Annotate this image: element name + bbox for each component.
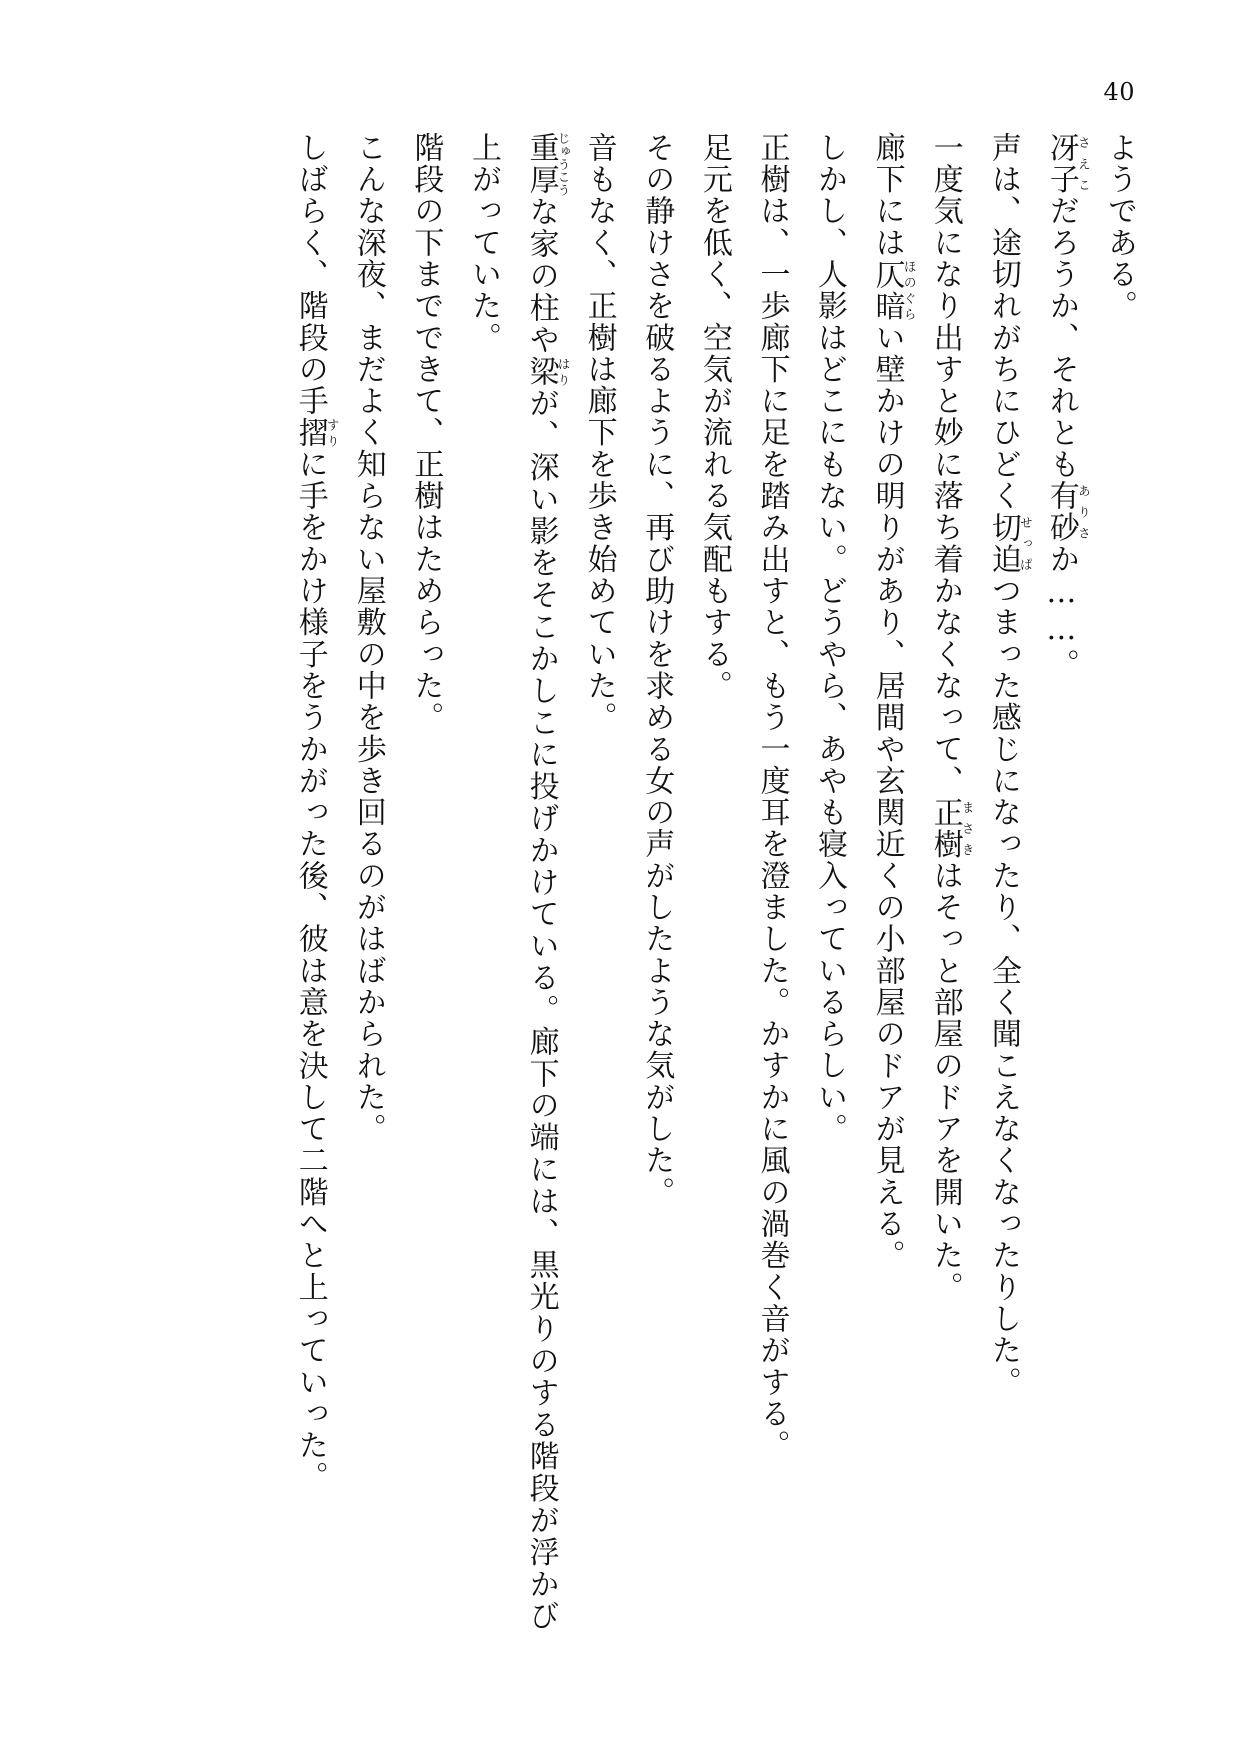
paragraph: こんな深夜、まだよく知らない屋敷の中を歩き回るのがはばかられた。 bbox=[350, 132, 386, 1145]
ruby-text: せっぱ bbox=[1017, 511, 1033, 576]
paragraph: 足元を低く、空気が流れる気配もする。 bbox=[696, 132, 732, 702]
paragraph: 重厚じゅうこうな家の柱や梁はりが、深い影をそこかしこに投げかけている。廊下の端には、黒光りのする階段が浮かび上がっていた。 bbox=[465, 132, 571, 1632]
ruby-annotation: 重厚じゅうこう bbox=[523, 132, 571, 197]
ruby-text: すり bbox=[324, 416, 340, 449]
paragraph: しばらく、階段の手摺すりに手をかけ様子をうかがった後、彼は意を決して二階へと上っていった。 bbox=[292, 132, 340, 1493]
paragraph: 階段の下までできて、正樹はためらった。 bbox=[408, 132, 444, 734]
page-number: 40 bbox=[1103, 78, 1135, 106]
ruby-annotation: 冴子さえこ bbox=[1043, 132, 1091, 196]
body-text bbox=[110, 132, 1148, 1632]
paragraph: 声は、途切れがちにひどく切迫せっぱつまった感じになったり、全く聞こえなくなったりした。 bbox=[985, 132, 1033, 1399]
ruby-annotation: 切迫せっぱ bbox=[985, 511, 1033, 576]
ruby-text: ありさ bbox=[1075, 480, 1091, 544]
paragraph: 正樹は、一歩廊下に足を踏み出すと、もう一度耳を澄ました。かすかに風の渦巻く音がする。 bbox=[754, 132, 790, 1462]
ruby-text: ほのぐら bbox=[901, 258, 917, 322]
paragraph: 一度気になり出すと妙に落ち着かなくなって、正樹まさきはそっと部屋のドアを開いた。 bbox=[927, 132, 975, 1304]
paragraph: ようである。 bbox=[1102, 132, 1137, 322]
paragraph: 廊下には仄暗ほのぐらい壁かけの明りがあり、居間や玄関近くの小部屋のドアが見える。 bbox=[869, 132, 917, 1272]
paragraph: 冴子さえこだろうか、それとも有砂ありさか……。 bbox=[1043, 132, 1091, 681]
ruby-text: はり bbox=[555, 355, 571, 388]
ruby-annotation: 仄暗ほのぐら bbox=[869, 258, 917, 322]
paragraph: 音もなく、正樹は廊下を歩き始めていた。 bbox=[581, 132, 617, 734]
ruby-annotation: 有砂ありさ bbox=[1043, 480, 1091, 544]
paragraph: その静けさを破るように、再び助けを求める女の声がしたような気がした。 bbox=[639, 132, 675, 1209]
ruby-annotation: 梁はり bbox=[523, 355, 571, 388]
ruby-text: さえこ bbox=[1075, 132, 1091, 196]
paragraph: しかし、人影はどこにもない。どうやら、あやも寝入っているらしい。 bbox=[812, 132, 848, 1145]
ruby-text: まさき bbox=[959, 796, 975, 860]
ruby-annotation: 摺すり bbox=[292, 416, 340, 449]
ruby-annotation: 正樹まさき bbox=[927, 796, 975, 860]
ruby-text: じゅうこう bbox=[555, 132, 571, 197]
